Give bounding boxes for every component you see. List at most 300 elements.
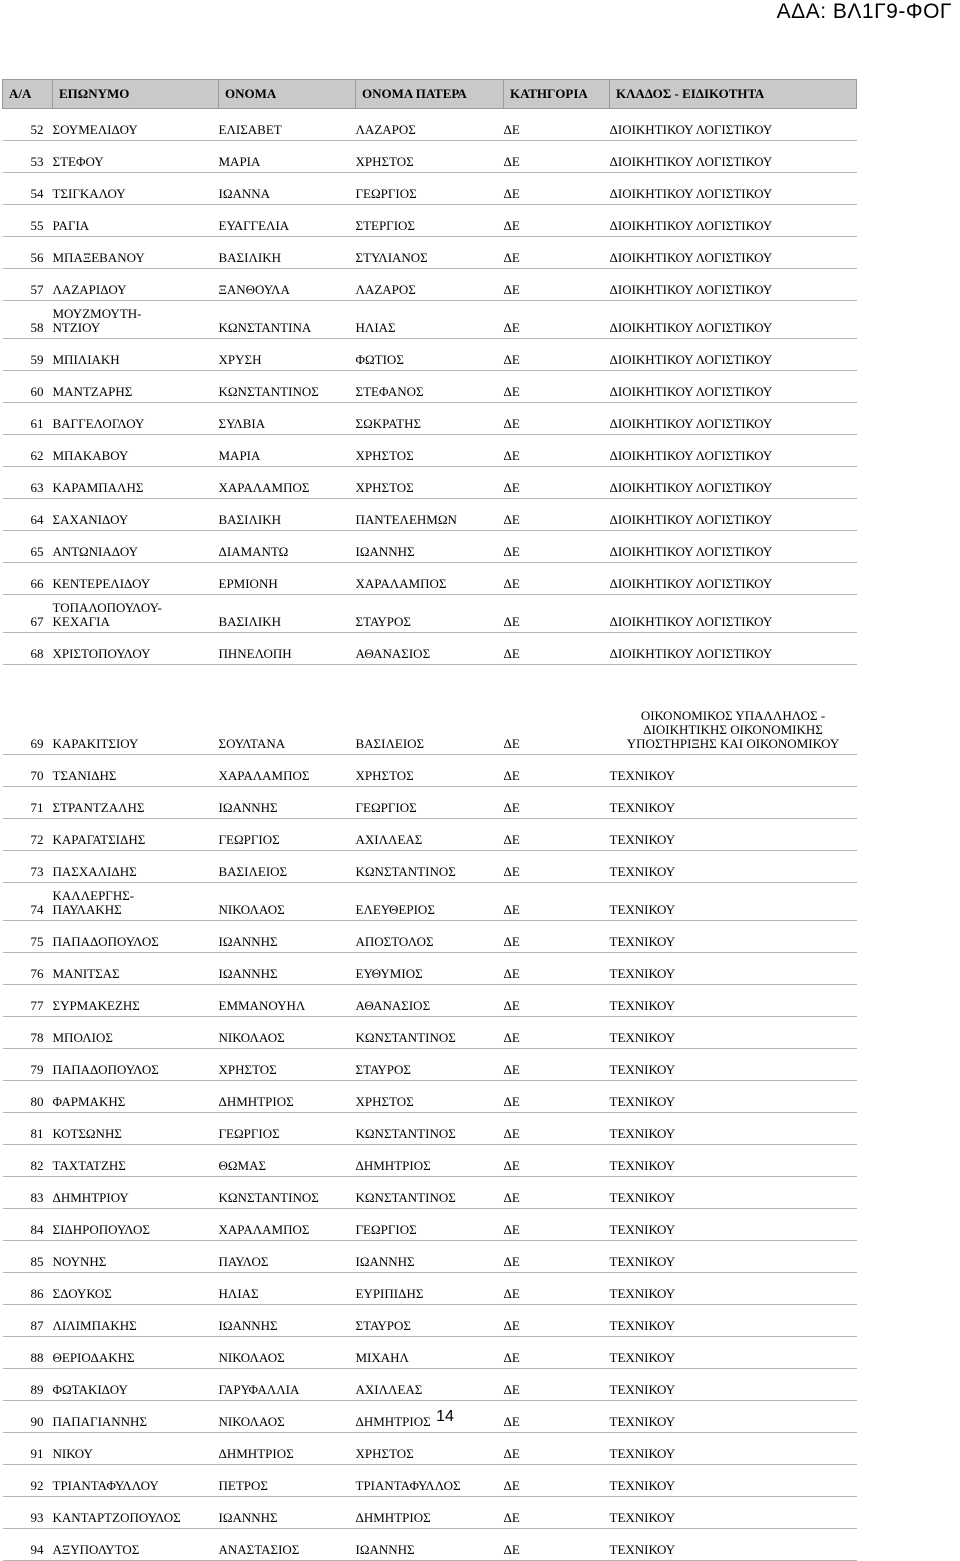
cell-father-name: ΧΡΗΣΤΟΣ [356,755,504,787]
cell-category: ΔΕ [504,921,610,953]
cell-surname: ΜΟΥΖΜΟΥΤΗ- ΝΤΖΙΟΥ [53,301,219,339]
cell-surname: ΤΣΙΓΚΑΛΟΥ [53,173,219,205]
table-row [3,499,857,531]
cell-branch: ΤΕΧΝΙΚΟΥ [610,1017,857,1049]
cell-branch: ΤΕΧΝΙΚΟΥ [610,883,857,921]
cell-branch: ΤΕΧΝΙΚΟΥ [610,1497,857,1529]
cell-surname: ΠΑΠΑΔΟΠΟΥΛΟΣ [53,1049,219,1081]
table-row [3,1273,857,1305]
cell-aa: 85 [3,1241,53,1273]
table-row [3,1081,857,1113]
cell-category: ΔΕ [504,467,610,499]
cell-name: ΠΑΥΛΟΣ [219,1241,356,1273]
cell-name: ΒΑΣΙΛΙΚΗ [219,595,356,633]
cell-father-name: ΓΕΩΡΓΙΟΣ [356,787,504,819]
cell-father-name: ΣΤΑΥΡΟΣ [356,1049,504,1081]
cell-category: ΔΕ [504,339,610,371]
table-row [3,467,857,499]
cell-surname: ΝΙΚΟΥ [53,1433,219,1465]
table-row [3,371,857,403]
cell-aa: 83 [3,1177,53,1209]
cell-name: ΕΡΜΙΟΝΗ [219,563,356,595]
cell-branch: ΤΕΧΝΙΚΟΥ [610,1113,857,1145]
cell-name: ΔΙΑΜΑΝΤΩ [219,531,356,563]
table-row [3,237,857,269]
cell-category: ΔΕ [504,595,610,633]
cell-name: ΑΝΑΣΤΑΣΙΟΣ [219,1529,356,1561]
cell-branch: ΤΕΧΝΙΚΟΥ [610,1529,857,1561]
table-row [3,1433,857,1465]
table-row [3,1209,857,1241]
cell-aa: 77 [3,985,53,1017]
cell-surname: ΚΕΝΤΕΡΕΛΙΔΟΥ [53,563,219,595]
header-branch: ΚΛΑΔΟΣ - ΕΙΔΙΚΟΤΗΤΑ [610,80,857,109]
cell-category: ΔΕ [504,851,610,883]
cell-category: ΔΕ [504,1305,610,1337]
cell-surname: ΣΑΧΑΝΙΔΟΥ [53,499,219,531]
cell-name: ΧΑΡΑΛΑΜΠΟΣ [219,755,356,787]
cell-surname: ΜΠΙΛΙΑΚΗ [53,339,219,371]
cell-father-name: ΗΛΙΑΣ [356,301,504,339]
cell-category: ΔΕ [504,371,610,403]
cell-category: ΔΕ [504,301,610,339]
cell-aa: 91 [3,1433,53,1465]
cell-aa: 52 [3,109,53,141]
cell-category: ΔΕ [504,1049,610,1081]
cell-surname: ΤΑΧΤΑΤΖΗΣ [53,1145,219,1177]
cell-aa: 66 [3,563,53,595]
cell-surname: ΠΑΣΧΑΛΙΔΗΣ [53,851,219,883]
cell-father-name: ΛΑΖΑΡΟΣ [356,269,504,301]
cell-name: ΙΩΑΝΝΗΣ [219,921,356,953]
cell-branch: ΤΕΧΝΙΚΟΥ [610,1305,857,1337]
cell-surname: ΜΠΑΞΕΒΑΝΟΥ [53,237,219,269]
cell-father-name: ΣΤΕΦΑΝΟΣ [356,371,504,403]
cell-aa: 71 [3,787,53,819]
cell-aa: 53 [3,141,53,173]
cell-surname: ΧΡΙΣΤΟΠΟΥΛΟΥ [53,633,219,665]
cell-aa: 80 [3,1081,53,1113]
cell-branch: ΔΙΟΙΚΗΤΙΚΟΥ ΛΟΓΙΣΤΙΚΟΥ [610,371,857,403]
cell-aa: 90 [3,1401,53,1433]
cell-category: ΔΕ [504,1273,610,1305]
cell-branch: ΤΕΧΝΙΚΟΥ [610,953,857,985]
cell-category: ΔΕ [504,1433,610,1465]
cell-name: ΠΕΤΡΟΣ [219,1465,356,1497]
cell-category: ΔΕ [504,531,610,563]
cell-father-name: ΚΩΝΣΤΑΝΤΙΝΟΣ [356,1113,504,1145]
cell-surname: ΔΗΜΗΤΡΙΟΥ [53,1177,219,1209]
cell-category: ΔΕ [504,269,610,301]
cell-aa: 81 [3,1113,53,1145]
cell-branch: ΔΙΟΙΚΗΤΙΚΟΥ ΛΟΓΙΣΤΙΚΟΥ [610,141,857,173]
cell-surname: ΚΑΡΑΜΠΑΛΗΣ [53,467,219,499]
cell-aa: 89 [3,1369,53,1401]
table-row [3,1177,857,1209]
cell-branch: ΟΙΚΟΝΟΜΙΚΟΣ ΥΠΑΛΛΗΛΟΣ - ΔΙΟΙΚΗΤΙΚΗΣ ΟΙΚΟΝΟΜΙΚΗΣ ΥΠΟΣΤΗΡΙΞΗΣ ΚΑΙ ΟΙΚΟΝΟΜΙΚΟΥ [610,665,857,755]
page-number: 14 [436,1408,454,1425]
cell-surname: ΣΟΥΜΕΛΙΔΟΥ [53,109,219,141]
cell-name: ΙΩΑΝΝΗΣ [219,1305,356,1337]
cell-branch: ΔΙΟΙΚΗΤΙΚΟΥ ΛΟΓΙΣΤΙΚΟΥ [610,595,857,633]
cell-father-name: ΙΩΑΝΝΗΣ [356,1529,504,1561]
cell-father-name: ΣΤΑΥΡΟΣ [356,1305,504,1337]
cell-aa: 78 [3,1017,53,1049]
table-row [3,1049,857,1081]
cell-aa: 57 [3,269,53,301]
cell-branch: ΔΙΟΙΚΗΤΙΚΟΥ ΛΟΓΙΣΤΙΚΟΥ [610,435,857,467]
cell-surname: ΤΣΑΝΙΔΗΣ [53,755,219,787]
table-row [3,1337,857,1369]
cell-aa: 94 [3,1529,53,1561]
cell-aa: 56 [3,237,53,269]
cell-category: ΔΕ [504,1209,610,1241]
cell-surname: ΡΑΓΙΑ [53,205,219,237]
cell-father-name: ΛΑΖΑΡΟΣ [356,109,504,141]
cell-father-name: ΔΗΜΗΤΡΙΟΣ [356,1401,504,1433]
cell-surname: ΣΔΟΥΚΟΣ [53,1273,219,1305]
cell-father-name: ΣΤΑΥΡΟΣ [356,595,504,633]
cell-name: ΒΑΣΙΛΕΙΟΣ [219,851,356,883]
cell-surname: ΑΞΥΠΟΛΥΤΟΣ [53,1529,219,1561]
table-row [3,1369,857,1401]
cell-branch: ΤΕΧΝΙΚΟΥ [610,985,857,1017]
cell-category: ΔΕ [504,1017,610,1049]
cell-category: ΔΕ [504,1113,610,1145]
cell-aa: 86 [3,1273,53,1305]
cell-aa: 64 [3,499,53,531]
cell-branch: ΤΕΧΝΙΚΟΥ [610,1145,857,1177]
cell-category: ΔΕ [504,985,610,1017]
table-row [3,665,857,755]
cell-surname: ΘΕΡΙΟΔΑΚΗΣ [53,1337,219,1369]
cell-branch: ΔΙΟΙΚΗΤΙΚΟΥ ΛΟΓΙΣΤΙΚΟΥ [610,499,857,531]
cell-branch: ΤΕΧΝΙΚΟΥ [610,1209,857,1241]
cell-name: ΜΑΡΙΑ [219,141,356,173]
cell-branch: ΔΙΟΙΚΗΤΙΚΟΥ ΛΟΓΙΣΤΙΚΟΥ [610,269,857,301]
cell-category: ΔΕ [504,1081,610,1113]
cell-surname: ΚΟΤΣΩΝΗΣ [53,1113,219,1145]
cell-father-name: ΦΩΤΙΟΣ [356,339,504,371]
cell-branch: ΤΕΧΝΙΚΟΥ [610,1177,857,1209]
cell-surname: ΛΙΛΙΜΠΑΚΗΣ [53,1305,219,1337]
cell-father-name: ΓΕΩΡΓΙΟΣ [356,1209,504,1241]
cell-name: ΔΗΜΗΤΡΙΟΣ [219,1081,356,1113]
cell-aa: 60 [3,371,53,403]
cell-name: ΣΥΛΒΙΑ [219,403,356,435]
cell-name: ΘΩΜΑΣ [219,1145,356,1177]
table-row [3,173,857,205]
cell-category: ΔΕ [504,953,610,985]
cell-branch: ΤΕΧΝΙΚΟΥ [610,1465,857,1497]
cell-surname: ΠΑΠΑΔΟΠΟΥΛΟΣ [53,921,219,953]
table-row [3,595,857,633]
cell-father-name: ΧΡΗΣΤΟΣ [356,141,504,173]
table-row [3,755,857,787]
cell-branch: ΤΕΧΝΙΚΟΥ [610,851,857,883]
cell-category: ΔΕ [504,633,610,665]
cell-surname: ΜΑΝΙΤΣΑΣ [53,953,219,985]
cell-name: ΕΥΑΓΓΕΛΙΑ [219,205,356,237]
cell-aa: 63 [3,467,53,499]
cell-category: ΔΕ [504,883,610,921]
cell-branch: ΤΕΧΝΙΚΟΥ [610,1049,857,1081]
cell-name: ΚΩΝΣΤΑΝΤΙΝΟΣ [219,1177,356,1209]
cell-father-name: ΧΑΡΑΛΑΜΠΟΣ [356,563,504,595]
cell-aa: 72 [3,819,53,851]
cell-aa: 82 [3,1145,53,1177]
cell-branch: ΤΕΧΝΙΚΟΥ [610,787,857,819]
cell-father-name: ΚΩΝΣΤΑΝΤΙΝΟΣ [356,1017,504,1049]
cell-father-name: ΜΙΧΑΗΛ [356,1337,504,1369]
table-row [3,1465,857,1497]
cell-surname: ΑΝΤΩΝΙΑΔΟΥ [53,531,219,563]
cell-category: ΔΕ [504,173,610,205]
cell-father-name: ΑΧΙΛΛΕΑΣ [356,819,504,851]
cell-surname: ΤΡΙΑΝΤΑΦΥΛΛΟΥ [53,1465,219,1497]
table-row [3,787,857,819]
cell-aa: 54 [3,173,53,205]
header-surname: ΕΠΩΝΥΜΟ [53,80,219,109]
cell-father-name: ΙΩΑΝΝΗΣ [356,1241,504,1273]
cell-surname: ΣΤΡΑΝΤΖΑΛΗΣ [53,787,219,819]
table-row [3,531,857,563]
table-row [3,563,857,595]
cell-name: ΚΩΝΣΤΑΝΤΙΝΑ [219,301,356,339]
cell-branch: ΔΙΟΙΚΗΤΙΚΟΥ ΛΟΓΙΣΤΙΚΟΥ [610,205,857,237]
cell-name: ΙΩΑΝΝΑ [219,173,356,205]
cell-branch: ΔΙΟΙΚΗΤΙΚΟΥ ΛΟΓΙΣΤΙΚΟΥ [610,467,857,499]
cell-name: ΙΩΑΝΝΗΣ [219,1497,356,1529]
cell-category: ΔΕ [504,1177,610,1209]
cell-surname: ΚΑΝΤΑΡΤΖΟΠΟΥΛΟΣ [53,1497,219,1529]
table-row [3,109,857,141]
table-row [3,141,857,173]
cell-name: ΣΟΥΛΤΑΝΑ [219,665,356,755]
cell-category: ΔΕ [504,755,610,787]
cell-category: ΔΕ [504,1497,610,1529]
cell-branch: ΔΙΟΙΚΗΤΙΚΟΥ ΛΟΓΙΣΤΙΚΟΥ [610,339,857,371]
cell-category: ΔΕ [504,141,610,173]
table-row [3,633,857,665]
cell-category: ΔΕ [504,109,610,141]
cell-category: ΔΕ [504,435,610,467]
cell-name: ΝΙΚΟΛΑΟΣ [219,1337,356,1369]
cell-father-name: ΑΘΑΝΑΣΙΟΣ [356,985,504,1017]
table-row [3,1017,857,1049]
cell-aa: 69 [3,665,53,755]
cell-branch: ΔΙΟΙΚΗΤΙΚΟΥ ΛΟΓΙΣΤΙΚΟΥ [610,403,857,435]
cell-father-name: ΓΕΩΡΓΙΟΣ [356,173,504,205]
cell-name: ΔΗΜΗΤΡΙΟΣ [219,1433,356,1465]
cell-father-name: ΠΑΝΤΕΛΕΗΜΩΝ [356,499,504,531]
table-row [3,301,857,339]
cell-name: ΒΑΣΙΛΙΚΗ [219,499,356,531]
header-category: ΚΑΤΗΓΟΡΙΑ [504,80,610,109]
cell-father-name: ΔΗΜΗΤΡΙΟΣ [356,1497,504,1529]
cell-surname: ΝΟΥΝΗΣ [53,1241,219,1273]
cell-aa: 93 [3,1497,53,1529]
cell-name: ΕΜΜΑΝΟΥΗΛ [219,985,356,1017]
cell-name: ΒΑΣΙΛΙΚΗ [219,237,356,269]
cell-name: ΝΙΚΟΛΑΟΣ [219,1017,356,1049]
cell-father-name: ΣΤΕΡΓΙΟΣ [356,205,504,237]
cell-name: ΚΩΝΣΤΑΝΤΙΝΟΣ [219,371,356,403]
cell-name: ΓΑΡΥΦΑΛΛΙΑ [219,1369,356,1401]
cell-branch: ΤΕΧΝΙΚΟΥ [610,1369,857,1401]
cell-name: ΧΡΗΣΤΟΣ [219,1049,356,1081]
cell-category: ΔΕ [504,205,610,237]
cell-aa: 73 [3,851,53,883]
table-row [3,435,857,467]
cell-surname: ΚΑΡΑΚΙΤΣΙΟΥ [53,665,219,755]
cell-aa: 65 [3,531,53,563]
cell-name: ΜΑΡΙΑ [219,435,356,467]
cell-branch: ΔΙΟΙΚΗΤΙΚΟΥ ΛΟΓΙΣΤΙΚΟΥ [610,531,857,563]
table-row [3,339,857,371]
cell-aa: 70 [3,755,53,787]
table-row [3,1497,857,1529]
cell-aa: 68 [3,633,53,665]
cell-name: ΙΩΑΝΝΗΣ [219,787,356,819]
cell-branch: ΔΙΟΙΚΗΤΙΚΟΥ ΛΟΓΙΣΤΙΚΟΥ [610,563,857,595]
cell-aa: 61 [3,403,53,435]
cell-surname: ΜΑΝΤΖΑΡΗΣ [53,371,219,403]
cell-category: ΔΕ [504,1337,610,1369]
header-aa: Α/Α [3,80,53,109]
header-father-name: ΟΝΟΜΑ ΠΑΤΕΡΑ [356,80,504,109]
cell-name: ΓΕΩΡΓΙΟΣ [219,1113,356,1145]
cell-name: ΝΙΚΟΛΑΟΣ [219,883,356,921]
ada-code: ΑΔΑ: ΒΛ1Γ9-ΦΟΓ [776,0,952,23]
cell-branch: ΔΙΟΙΚΗΤΙΚΟΥ ΛΟΓΙΣΤΙΚΟΥ [610,109,857,141]
table-row [3,269,857,301]
cell-branch: ΔΙΟΙΚΗΤΙΚΟΥ ΛΟΓΙΣΤΙΚΟΥ [610,237,857,269]
cell-surname: ΒΑΓΓΕΛΟΓΛΟΥ [53,403,219,435]
cell-branch: ΤΕΧΝΙΚΟΥ [610,1433,857,1465]
cell-branch: ΤΕΧΝΙΚΟΥ [610,921,857,953]
table-row [3,205,857,237]
cell-name: ΕΛΙΣΑΒΕΤ [219,109,356,141]
cell-aa: 55 [3,205,53,237]
cell-surname: ΣΙΔΗΡΟΠΟΥΛΟΣ [53,1209,219,1241]
cell-name: ΓΕΩΡΓΙΟΣ [219,819,356,851]
header-name: ΟΝΟΜΑ [219,80,356,109]
cell-category: ΔΕ [504,1529,610,1561]
table-row [3,1529,857,1561]
cell-aa: 59 [3,339,53,371]
table-row [3,851,857,883]
cell-category: ΔΕ [504,819,610,851]
cell-branch: ΤΕΧΝΙΚΟΥ [610,1337,857,1369]
table-row [3,1113,857,1145]
cell-surname: ΚΑΡΑΓΑΤΣΙΔΗΣ [53,819,219,851]
cell-category: ΔΕ [504,403,610,435]
table-row [3,403,857,435]
cell-category: ΔΕ [504,1145,610,1177]
cell-surname: ΚΑΛΛΕΡΓΗΣ- ΠΑΥΛΑΚΗΣ [53,883,219,921]
cell-category: ΔΕ [504,237,610,269]
cell-father-name: ΚΩΝΣΤΑΝΤΙΝΟΣ [356,1177,504,1209]
cell-aa: 92 [3,1465,53,1497]
cell-category: ΔΕ [504,665,610,755]
table-row [3,1305,857,1337]
cell-surname: ΛΑΖΑΡΙΔΟΥ [53,269,219,301]
cell-father-name: ΧΡΗΣΤΟΣ [356,467,504,499]
cell-father-name: ΚΩΝΣΤΑΝΤΙΝΟΣ [356,851,504,883]
cell-branch: ΤΕΧΝΙΚΟΥ [610,1241,857,1273]
cell-name: ΙΩΑΝΝΗΣ [219,953,356,985]
table-row [3,985,857,1017]
cell-surname: ΣΤΕΦΟΥ [53,141,219,173]
cell-name: ΠΗΝΕΛΟΠΗ [219,633,356,665]
cell-father-name: ΕΛΕΥΘΕΡΙΟΣ [356,883,504,921]
cell-father-name: ΧΡΗΣΤΟΣ [356,435,504,467]
table-header-row [3,80,857,109]
cell-surname: ΦΑΡΜΑΚΗΣ [53,1081,219,1113]
cell-father-name: ΑΘΑΝΑΣΙΟΣ [356,633,504,665]
cell-aa: 62 [3,435,53,467]
cell-aa: 75 [3,921,53,953]
table-row [3,953,857,985]
table-row [3,1145,857,1177]
cell-surname: ΜΠΟΛΙΟΣ [53,1017,219,1049]
cell-father-name: ΑΧΙΛΛΕΑΣ [356,1369,504,1401]
cell-name: ΧΑΡΑΛΑΜΠΟΣ [219,467,356,499]
cell-branch: ΤΕΧΝΙΚΟΥ [610,1273,857,1305]
cell-aa: 87 [3,1305,53,1337]
cell-aa: 74 [3,883,53,921]
cell-aa: 76 [3,953,53,985]
cell-father-name: ΤΡΙΑΝΤΑΦΥΛΛΟΣ [356,1465,504,1497]
cell-father-name: ΒΑΣΙΛΕΙΟΣ [356,665,504,755]
cell-father-name: ΣΩΚΡΑΤΗΣ [356,403,504,435]
cell-aa: 58 [3,301,53,339]
table-row [3,883,857,921]
cell-category: ΔΕ [504,1241,610,1273]
cell-aa: 67 [3,595,53,633]
cell-surname: ΦΩΤΑΚΙΔΟΥ [53,1369,219,1401]
cell-father-name: ΙΩΑΝΝΗΣ [356,531,504,563]
cell-branch: ΤΕΧΝΙΚΟΥ [610,819,857,851]
cell-surname: ΤΟΠΑΛΟΠΟΥΛΟΥ- ΚΕΧΑΓΙΑ [53,595,219,633]
cell-category: ΔΕ [504,787,610,819]
cell-category: ΔΕ [504,1401,610,1433]
cell-father-name: ΕΥΘΥΜΙΟΣ [356,953,504,985]
cell-name: ΗΛΙΑΣ [219,1273,356,1305]
cell-branch: ΤΕΧΝΙΚΟΥ [610,1081,857,1113]
cell-branch: ΔΙΟΙΚΗΤΙΚΟΥ ΛΟΓΙΣΤΙΚΟΥ [610,301,857,339]
personnel-table [2,79,857,1561]
cell-surname: ΣΥΡΜΑΚΕΖΗΣ [53,985,219,1017]
cell-branch: ΔΙΟΙΚΗΤΙΚΟΥ ΛΟΓΙΣΤΙΚΟΥ [610,173,857,205]
cell-name: ΝΙΚΟΛΑΟΣ [219,1401,356,1433]
cell-branch: ΤΕΧΝΙΚΟΥ [610,755,857,787]
cell-father-name: ΣΤΥΛΙΑΝΟΣ [356,237,504,269]
cell-category: ΔΕ [504,563,610,595]
cell-father-name: ΧΡΗΣΤΟΣ [356,1081,504,1113]
cell-father-name: ΧΡΗΣΤΟΣ [356,1433,504,1465]
cell-surname: ΠΑΠΑΓΙΑΝΝΗΣ [53,1401,219,1433]
cell-category: ΔΕ [504,1369,610,1401]
cell-branch: ΔΙΟΙΚΗΤΙΚΟΥ ΛΟΓΙΣΤΙΚΟΥ [610,633,857,665]
cell-name: ΧΡΥΣΗ [219,339,356,371]
cell-father-name: ΕΥΡΙΠΙΔΗΣ [356,1273,504,1305]
table-row [3,819,857,851]
cell-father-name: ΔΗΜΗΤΡΙΟΣ [356,1145,504,1177]
cell-branch: ΤΕΧΝΙΚΟΥ [610,1401,857,1433]
cell-category: ΔΕ [504,499,610,531]
